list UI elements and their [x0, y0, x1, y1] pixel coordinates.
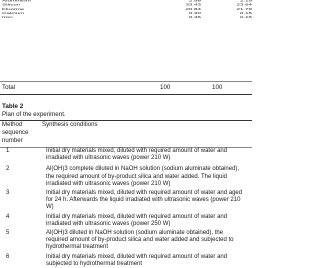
method-number: 6	[6, 253, 10, 260]
element-name: Calcium	[2, 11, 25, 15]
synthesis-text: Al(OH)3 complete diluted in NaOH solution (sodium aluminate obtained), the required amount of by-product silica and water added. The liquid irradiated with ultrasonic waves (power 210 W)	[46, 166, 240, 187]
table-row	[0, 148, 252, 162]
table-row	[0, 230, 252, 252]
synthesis-text: Al(OH)3 diluted in NaOH solution (sodium aluminate obtained), the required amount of by-product silica and water added and subjected to hydrothermal treatment	[46, 230, 234, 251]
table2-title: Table 2	[2, 103, 24, 110]
synthesis-text: Initial dry materials mixed, diluted with required amount of water and irradiated with ultrasonic waves (power 250 W)	[46, 213, 228, 227]
table-row	[0, 254, 252, 268]
synthesis-text: Initial dry materials mixed, diluted with required amount of water and subjected to hydrothermal treatment	[46, 253, 228, 267]
value-col1: 2.98	[188, 0, 201, 3]
value-col2: 0.16	[239, 15, 252, 20]
element-name: Aluminium	[2, 0, 31, 3]
table-row	[0, 166, 252, 188]
synthesis-text: Initial dry materials mixed, diluted with required amount of water and irradiated with ultrasonic waves (power 210 W)	[46, 148, 228, 162]
header-method: Method sequence number	[2, 121, 29, 144]
method-number: 1	[6, 148, 10, 154]
synthesis-text: Initial dry materials mixed, diluted with required amount of water and aged for 24 h. Afterwards the liquid irradiated with ultrasonic waves (power 210 W)	[46, 190, 243, 211]
value-col2: 2.19	[239, 0, 252, 3]
table2-caption: Plan of the experiment.	[2, 111, 66, 118]
total-label: Total	[2, 84, 16, 91]
element-name: Silicon	[2, 3, 21, 7]
method-number: 5	[6, 230, 10, 237]
value-col1: 0.46	[188, 15, 201, 20]
header-conditions: Synthesis conditions	[42, 121, 98, 128]
value-col2: 0.15	[239, 11, 252, 15]
element-name: Fluorine	[2, 7, 25, 11]
method-number: 3	[6, 190, 10, 197]
table-row	[0, 214, 252, 228]
total-col1: 100	[160, 84, 171, 91]
element-name: Iron	[2, 15, 13, 20]
value-col1: 0.30	[188, 11, 201, 15]
value-col2: 23.64	[236, 3, 252, 7]
total-col2: 100	[212, 84, 223, 91]
value-col2: 21.79	[236, 7, 252, 11]
method-number: 4	[6, 213, 10, 220]
value-col1: 20.84	[185, 7, 201, 11]
table2-rows	[0, 148, 252, 268]
method-number: 2	[6, 166, 10, 173]
value-col1: 33.43	[185, 3, 201, 7]
table-row	[0, 190, 252, 212]
